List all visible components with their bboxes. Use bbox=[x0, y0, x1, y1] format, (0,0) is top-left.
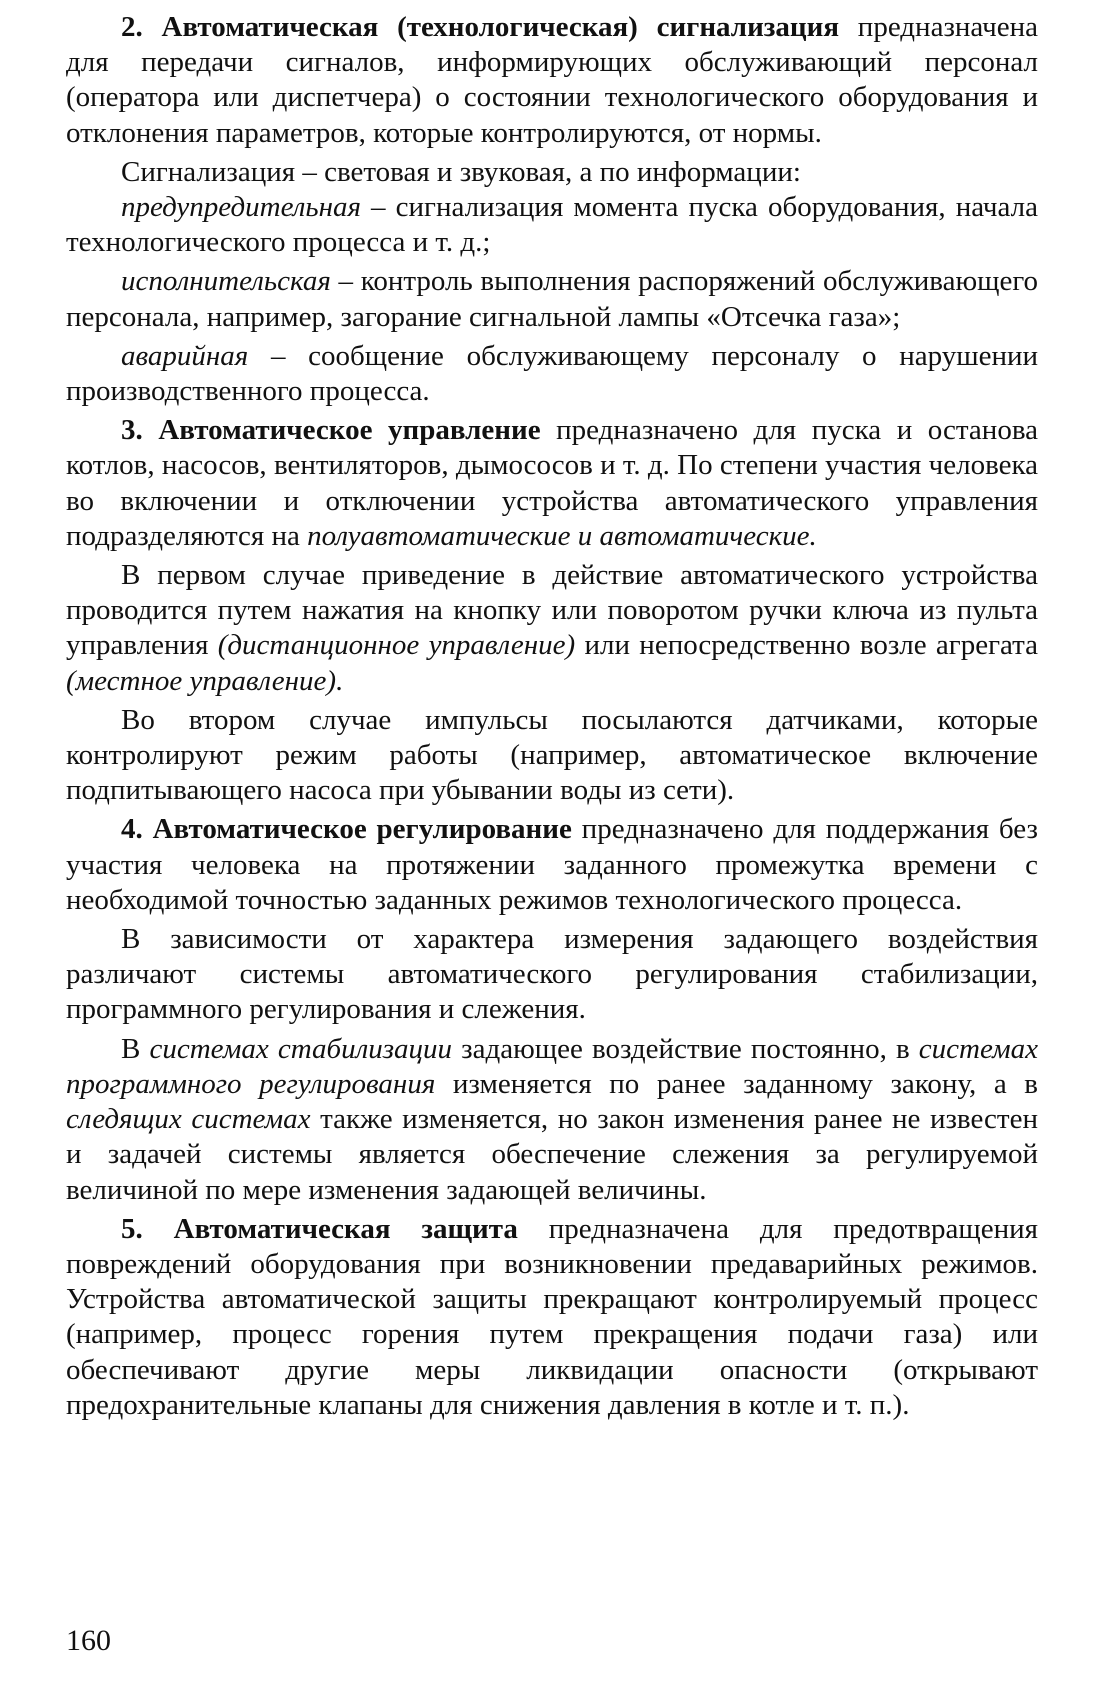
paragraph-warning bbox=[66, 190, 1038, 260]
paragraph-text: В первом случае приведение в действие автоматического устройства проводится путем нажатия на кнопку или поворотом ручки ключа из пульта управления bbox=[66, 559, 1038, 662]
page-number: 160 bbox=[66, 1624, 111, 1657]
page-body bbox=[66, 10, 1038, 1423]
paragraph-text: предназначено для пуска и останова котлов, насосов, вентиляторов, дымососов и т. д. По степени участия человека во включении и отключении устройства автоматического управления подразделяются на bbox=[66, 414, 1038, 552]
paragraph-regulation-systems bbox=[66, 922, 1038, 1028]
paragraph-protection bbox=[66, 1212, 1038, 1423]
paragraph-text: или непосредственно возле агрегата bbox=[575, 629, 1038, 662]
paragraph-system-types bbox=[66, 1032, 1038, 1208]
paragraph-text: – контроль выполнения распоряжений обслуживающего персонала, например, загорание сигнальной лампы «Отсечка газа»; bbox=[66, 265, 1038, 333]
paragraph-signaling-types bbox=[66, 155, 1038, 190]
section-heading: 5. Автоматическая защита bbox=[121, 1212, 518, 1245]
term: (дистанционное управление) bbox=[217, 629, 576, 662]
term: следящих системах bbox=[66, 1103, 311, 1136]
section-heading: 2. Автоматическая (технологическая) сигнализация bbox=[121, 11, 840, 43]
paragraph-text: изменяется по ранее заданному закону, а в bbox=[435, 1067, 1039, 1100]
paragraph-text: предназначено для поддержания без участия человека на протяжении заданного промежутка времени с необходимой точностью заданных режимов технологического процесса. bbox=[66, 813, 1038, 916]
paragraph-text: Сигнализация – световая и звуковая, а по информации: bbox=[121, 155, 801, 188]
paragraph-text: Во втором случае импульсы посылаются датчиками, которые контролируют режим работы (например, автоматическое включение подпитывающего насоса при убывании воды из сети). bbox=[66, 703, 1038, 807]
term: (местное управление). bbox=[66, 664, 344, 697]
paragraph-control bbox=[66, 413, 1038, 554]
paragraph-text: предназначена для передачи сигналов, информирующих обслуживающий персонал (оператора или диспетчера) о состоянии технологического оборудования и отклонения параметров, которые контролируются, от нормы. bbox=[66, 11, 1038, 149]
term: системах программного регулирования bbox=[66, 1032, 1038, 1100]
term: аварийная bbox=[121, 339, 249, 372]
term: полуавтоматические и автоматические. bbox=[307, 519, 817, 552]
section-heading: 3. Автоматическое управление bbox=[121, 414, 541, 447]
section-heading: 4. Автоматическое регулирование bbox=[121, 813, 572, 846]
paragraph-executive bbox=[66, 264, 1038, 334]
paragraph-text: В bbox=[121, 1032, 150, 1065]
paragraph-second-case bbox=[66, 703, 1038, 809]
term: системах стабилизации bbox=[149, 1032, 453, 1065]
paragraph-text: В зависимости от характера измерения задающего воздействия различают системы автоматического регулирования стабилизации, программного регулирования и слежения. bbox=[66, 923, 1038, 1026]
paragraph-emergency bbox=[66, 339, 1038, 409]
term: предупредительная bbox=[121, 191, 361, 224]
paragraph-text: – сигнализация момента пуска оборудования, начала технологического процесса и т. д.; bbox=[66, 191, 1038, 259]
term: исполнительская bbox=[121, 265, 331, 298]
paragraph-text: – сообщение обслуживающему персоналу о нарушении производственного процесса. bbox=[66, 339, 1038, 408]
paragraph-regulation bbox=[66, 812, 1038, 918]
paragraph-signaling bbox=[66, 10, 1038, 151]
paragraph-text: задающее воздействие постоянно, в bbox=[452, 1032, 919, 1065]
paragraph-first-case bbox=[66, 558, 1038, 699]
paragraph-text: также изменяется, но закон изменения ранее не известен и задачей системы является обеспечение слежения за регулируемой величиной по мере изменения задающей величины. bbox=[66, 1103, 1038, 1206]
paragraph-text: предназначена для предотвращения повреждений оборудования при возникновении предаварийных режимов. Устройства автоматической защиты прекращают контролируемый процесс (например, процесс горения путем прекращения подачи газа) или обеспечивают другие меры ликвидации опасности (открывают предохранительные клапаны для снижения давления в котле и т. п.). bbox=[66, 1212, 1039, 1421]
